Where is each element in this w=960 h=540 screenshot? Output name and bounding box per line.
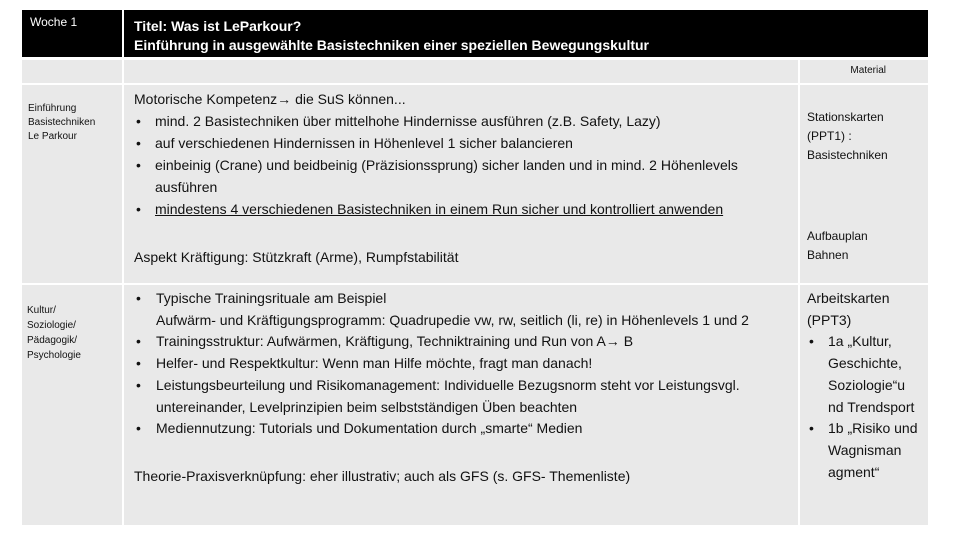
row2-material-cell <box>800 285 928 525</box>
row2-theory-practice-link: Theorie-Praxisverknüpfung: eher illustrativ; auch als GFS (s. GFS- Themenliste) <box>134 467 631 484</box>
row1-content-cell <box>124 85 798 283</box>
material-header-cell <box>800 60 928 83</box>
material-row-center <box>124 60 798 83</box>
title-cell <box>124 10 928 57</box>
row2-topics: Kultur/ Soziologie/ Pädagogik/ Psychologie <box>27 305 81 361</box>
week-label: Woche 1 <box>30 15 78 29</box>
row1-material-2: Aufbauplan Bahnen <box>807 229 868 262</box>
row1-topics: Einführung Basistechniken Le Parkour <box>28 103 96 142</box>
title-line-1: Titel: Was ist LeParkour? <box>134 18 302 34</box>
row1-bullet-list <box>134 110 788 220</box>
list-item: • einbeinig (Crane) und beidbeinig (Präzisionssprung) sicher landen und in mind. 2 Höhenlevels ausführen <box>134 154 788 198</box>
list-item: • Trainingsstruktur: Aufwärmen, Kräftigung, Techniktraining und Run von A→ B <box>134 331 788 353</box>
title-line-2: Einführung in ausgewählte Basistechniken einer speziellen Bewegungskultur <box>134 37 649 53</box>
list-item: • Helfer- und Respektkultur: Wenn man Hilfe möchte, fragt man danach! <box>134 353 788 375</box>
row1-material-1: Stationskarten (PPT1) : Basistechniken <box>807 110 888 162</box>
row1-heading: Motorische Kompetenz→ die SuS können... <box>134 91 406 107</box>
list-item: • auf verschiedenen Hindernissen in Höhenlevel 1 sicher balancieren <box>134 132 788 154</box>
material-row-left <box>22 60 122 83</box>
list-item: • 1b „Risiko und Wagnisman agment“ <box>807 418 921 483</box>
row2-topics-cell <box>22 285 122 525</box>
list-item: • 1a „Kultur, Geschichte, Soziologie“u nd Trendsport <box>807 331 921 418</box>
list-item: • mindestens 4 verschiedenen Basistechniken in einem Run sicher und kontrolliert anwenden <box>134 198 788 220</box>
list-item: • mind. 2 Basistechniken über mittelhohe Hindernisse ausführen (z.B. Safety, Lazy) <box>134 110 788 132</box>
list-item: • Typische Trainingsrituale am Beispiel Aufwärm- und Kräftigungsprogramm: Quadrupedie vw, rw, seitlich (li, re) in Höhenlevels 1 und 2 <box>134 288 788 331</box>
material-header: Material <box>850 65 886 76</box>
list-item: • Mediennutzung: Tutorials und Dokumentation durch „smarte“ Medien <box>134 418 788 440</box>
row2-material-list <box>807 331 921 483</box>
row1-topics-cell <box>22 85 122 283</box>
row2-material-heading: Arbeitskarten (PPT3) <box>807 290 890 328</box>
row2-content-cell <box>124 285 798 525</box>
row1-material-cell <box>800 85 928 283</box>
list-item: • Leistungsbeurteilung und Risikomanagement: Individuelle Bezugsnorm steht vor Leistungsvgl. untereinander, Levelprinzipien beim selbstständigen Üben beachten <box>134 375 788 418</box>
row2-bullet-list <box>134 288 788 440</box>
week-label-cell <box>22 10 122 57</box>
row1-aspect: Aspekt Kräftigung: Stützkraft (Arme), Rumpfstabilität <box>134 249 459 265</box>
